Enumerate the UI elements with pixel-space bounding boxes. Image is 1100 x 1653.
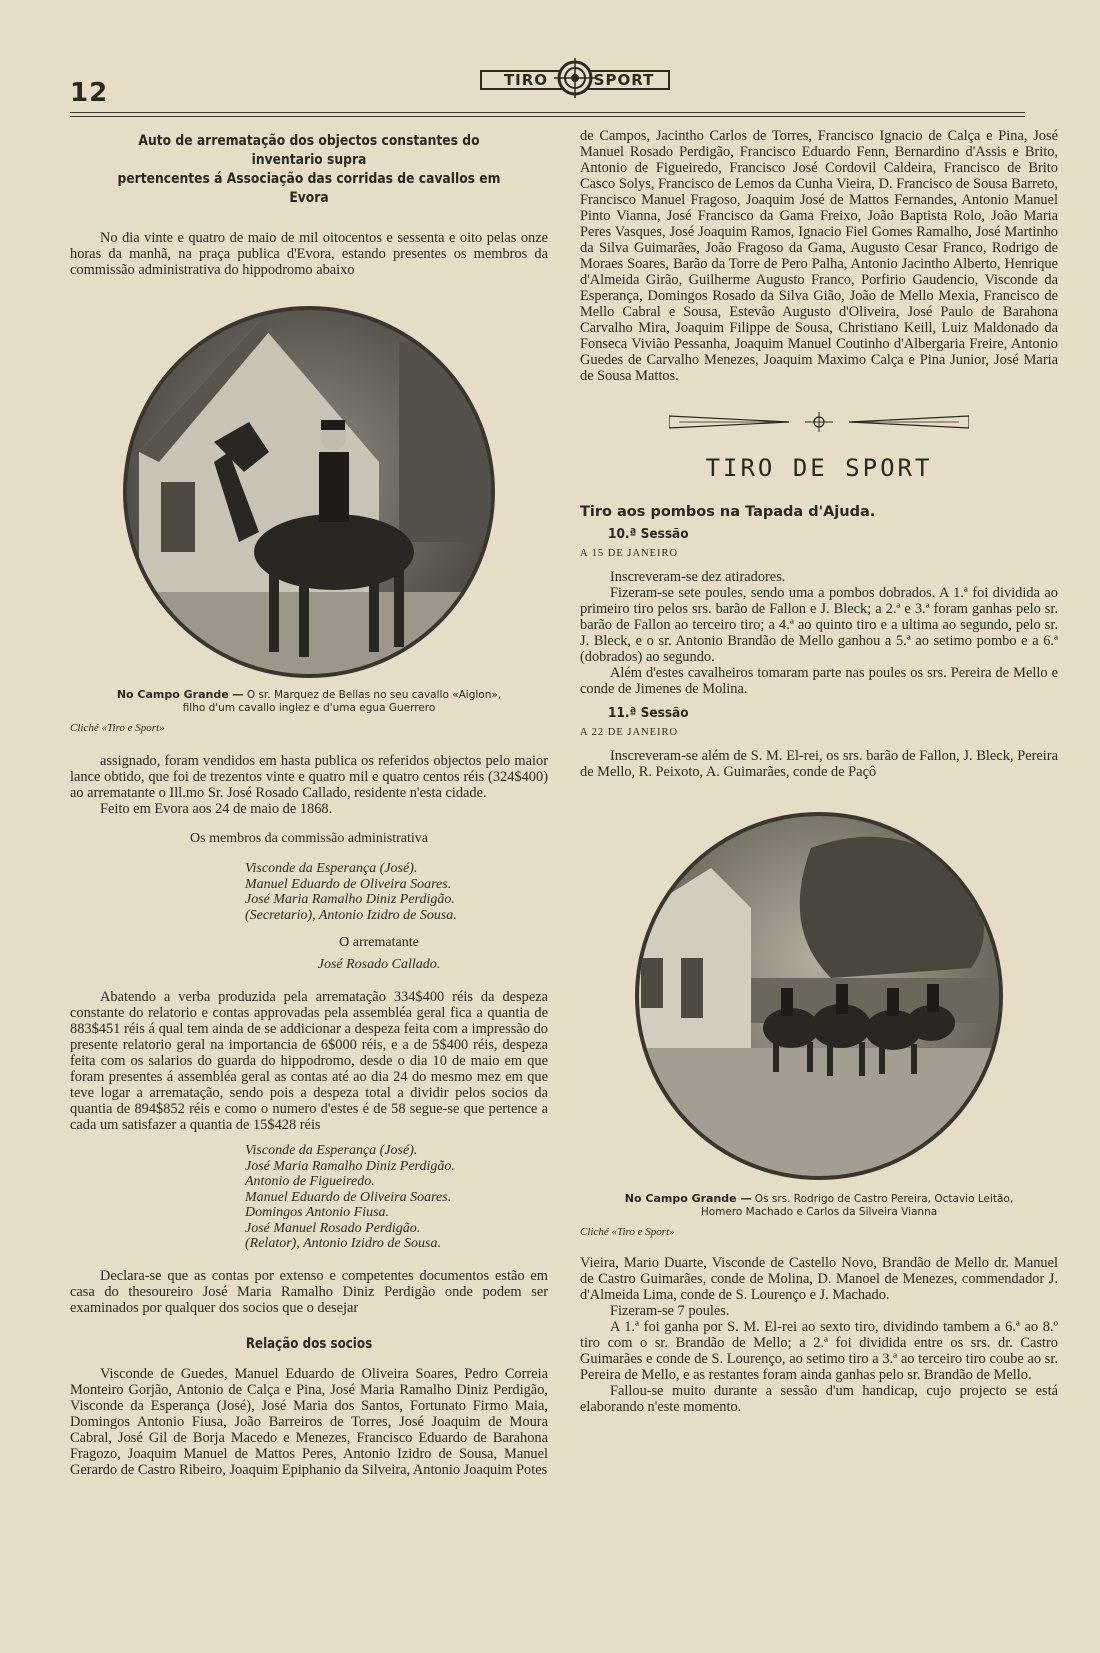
photo-campo-grande-riders — [580, 808, 1058, 1239]
session-11-p4: A 1.ª foi ganha por S. M. El-rei ao sexto tiro, dividindo tambem a 6.ª ao 8.º tiro com o sr. Brandão de Mello; a 2.ª foi dividida entre os srs. dr. Castro Guimarães e conde de S. Lourenço, ao setimo tiro a 3.ª ao terceiro tiro coube ao sr. Pereira de Mello, e as restantes foram ainda ganhas pelo sr. Brandão de Mello. — [580, 1319, 1058, 1383]
riders-group-photo — [631, 808, 1007, 1184]
session-10-p3: Além d'estes cavalheiros tomaram parte nas poules os srs. Pereira de Mello e conde de Jimenes de Molina. — [580, 665, 1058, 697]
ornament-divider — [669, 410, 969, 434]
session-11-heading: 11.ª Sessão — [608, 705, 689, 721]
right-column — [580, 128, 1058, 1415]
svg-text:TIRO: TIRO — [503, 71, 549, 89]
left-column — [70, 128, 548, 1478]
session-11-date: A 22 DE JANEIRO — [580, 727, 679, 738]
members-list-continued: de Campos, Jacintho Carlos de Torres, Francisco Ignacio de Calça e Pina, José Manuel Rosado Perdigão, Francisco Eduardo Fenn, Bernardino d'Assis e Brito, Antonio de Figueiredo, Francisco José Cordovil Caldeira, Francisco de Brito Casco Solys, Francisco de Lemos da Cunha Vieira, D. Francisco de Sousa Barreto, Francisco Manuel Fragoso, Joaquim José de Mattos Fernandes, Antonio Manuel Pinto Vianna, José Francisco da Gama Freixo, João Baptista Rolo, João Maria Peres Vasques, José Joaquim Ramos, Ignacio Fiel Gomes Ramalho, José Martinho da Silva Guimarães, João Fragoso da Gama, Augusto Cesar Franco, Rodrigo de Moraes Soares, Barão da Torre de Pero Palha, Antonio Jacintho Alberto, Henrique d'Almeida Girão, Guilherme Augusto Franco, Porfirio Gaudencio, Visconde da Esperança, Domingos Rosado da Silva Gião, João de Mello Mexia, Francisco de Mello Cabral e Sousa, Estevão Augusto d'Oliveira, José Paulo de Barahona Carvalho Mira, Joaquim Filippe de Sousa, Christiano Keill, Luiz Maldonado da Fonseca Vivião Pessanha, Joaquim Manuel Coutinho d'Albergaria Freire, Antonio Guedes de Carvalho Menezes, Joaquim Maximo Calça e Pina Junior, José Maria de Sousa Mattos. — [580, 128, 1058, 384]
photo1-credit: Cliché «Tiro e Sport» — [70, 722, 165, 734]
masthead-logo — [478, 56, 672, 100]
intro-paragraph: No dia vinte e quatro de maio de mil oitocentos e sessenta e oito pelas onze horas da manhã, na praça publica d'Evora, estando presentes os membros da commissão administrativa do hippodromo abaixo — [70, 230, 548, 278]
session-10-date: A 15 DE JANEIRO — [580, 548, 679, 559]
header-rule — [70, 112, 1025, 117]
subhead-tapada: Tiro aos pombos na Tapada d'Ajuda. — [580, 504, 876, 520]
session-11-p1: Inscreveram-se além de S. M. El-rei, os srs. barão de Fallon, J. Bleck, Pereira de Mello, R. Peixoto, A. Guimarães, conde de Paçô — [580, 748, 1058, 780]
arrematante-label: O arrematante — [339, 935, 419, 950]
horse-rider-photo — [119, 302, 499, 682]
page-number: 12 — [70, 78, 109, 108]
signature-block-1: Visconde da Esperança (José). Manuel Eduardo de Oliveira Soares. José Maria Ramalho Diniz Perdigão. (Secretario), Antonio Izidro de Sousa. — [245, 861, 457, 923]
article-title: Auto de arrematação dos objectos constantes do inventario supra pertencentes á Associação das corridas de cavallos em Evora — [117, 133, 501, 206]
session-10-p2: Fizeram-se sete poules, sendo uma a pombos dobrados. A 1.ª foi dividida ao primeiro tiro pelos srs. barão de Fallon e J. Bleck; a 2.ª e 3.ª foram ganhas pelo sr. barão de Fallon ao terceiro tiro; a 4.ª ao quinto tiro e a ultima ao segundo, pelo sr. J. Bleck, e o sr. Antonio Brandão de Mello ganhou a 5.ª ao setimo pombo e a 6.ª (dobrados) ao segundo. — [580, 585, 1058, 665]
session-11-p3: Fizeram-se 7 poules. — [610, 1303, 730, 1319]
session-10-heading: 10.ª Sessão — [608, 526, 689, 542]
photo2-credit: Cliché «Tiro e Sport» — [580, 1226, 675, 1238]
photo-marquez-bellas — [70, 302, 548, 735]
members-heading: Os membros da commissão administrativa — [190, 831, 428, 846]
relacao-socios-title: Relação dos socios — [245, 1335, 373, 1352]
session-10-p1: Inscreveram-se dez atiradores. — [610, 569, 786, 585]
session-11-p5: Fallou-se muito durante a sessão d'um handicap, cujo projecto se está elaborando n'este momento. — [580, 1383, 1058, 1415]
session-11-p2: Vieira, Mario Duarte, Visconde de Castello Novo, Brandão de Mello dr. Manuel de Castro Guimarães, conde de Molina, D. Manoel de Menezes, commendador J. d'Almeida Lima, conde de S. Lourenço e J. Machado. — [580, 1255, 1058, 1303]
body-paragraph-3: Abatendo a verba produzida pela arrematação 334$400 réis da despeza constante do relatorio e contas approvadas pela assembléa geral fica a quantia de 883$451 réis á qual tem ainda de se addicionar a despeza feita com a impressão do presente relatorio geral na importancia de 6$000 réis, e a de 5$400 réis, despeza feita com os salarios do guarda do hippodromo, desde o dia 10 de maio em que foram presentes á assembléa geral as contas até ao dia 24 do mesmo mez em que teve logar a arrematação, sendo pois a despeza total a dividir pelos socios da quantia de 894$852 réis e como o numero d'estes é de 58 segue-se que pertence a cada um satisfazer a quantia de 15$428 réis — [70, 989, 548, 1133]
body-paragraph-1: assignado, foram vendidos em hasta publica os referidos objectos pelo maior lance obtido, que foi de trezentos vinte e quatro mil e quatro centos réis (324$400) ao arrematante o Ill.mo Sr. José Rosado Callado, residente n'esta cidade. — [70, 753, 548, 801]
signature-block-2: Visconde da Esperança (José). José Maria Ramalho Diniz Perdigão. Antonio de Figueiredo. Manuel Eduardo de Oliveira Soares. Domingos Antonio Fiusa. José Manuel Rosado Perdigão. (Relator), Antonio Izidro de Sousa. — [245, 1143, 455, 1251]
photo1-caption: No Campo Grande — O sr. Marquez de Bellas no seu cavallo «Aiglon», filho d'um cavallo inglez e d'uma egua Guerrero — [116, 688, 502, 714]
arrematante-name: José Rosado Callado. — [317, 957, 441, 972]
body-paragraph-5: Visconde de Guedes, Manuel Eduardo de Oliveira Soares, Pedro Correia Monteiro Gorjão, Antonio de Calça e Pina, José Maria Ramalho Diniz Perdigão, Visconde da Esperança (José), José Maria dos Santos, Fortunato Firmo Maia, Domingos Antonio Fiusa, João Barreiros de Torres, José Joaquim de Moura Cabral, José Gil de Borja Macedo e Menezes, Francisco Eduardo de Barahona Fragozo, Joaquim Manuel de Mattos Peres, Antonio Izidro de Sousa, Manuel Gerardo de Castro Ribeiro, Joaquim Epiphanio da Silveira, Antonio Joaquim Potes — [70, 1365, 548, 1478]
svg-text:SPORT: SPORT — [593, 71, 655, 89]
body-paragraph-2: Feito em Evora aos 24 de maio de 1868. — [100, 801, 333, 817]
body-paragraph-4: Declara-se que as contas por extenso e competentes documentos estão em casa do thesoureiro José Maria Ramalho Diniz Perdigão onde podem ser examinados por qualquer dos socios que o desejar — [70, 1267, 548, 1316]
photo2-caption: No Campo Grande — Os srs. Rodrigo de Castro Pereira, Octavio Leitão, Homero Machado e Carlos da Silveira Vianna — [624, 1192, 1014, 1218]
section-title-tiro-de-sport: TIRO DE SPORT — [705, 454, 933, 482]
